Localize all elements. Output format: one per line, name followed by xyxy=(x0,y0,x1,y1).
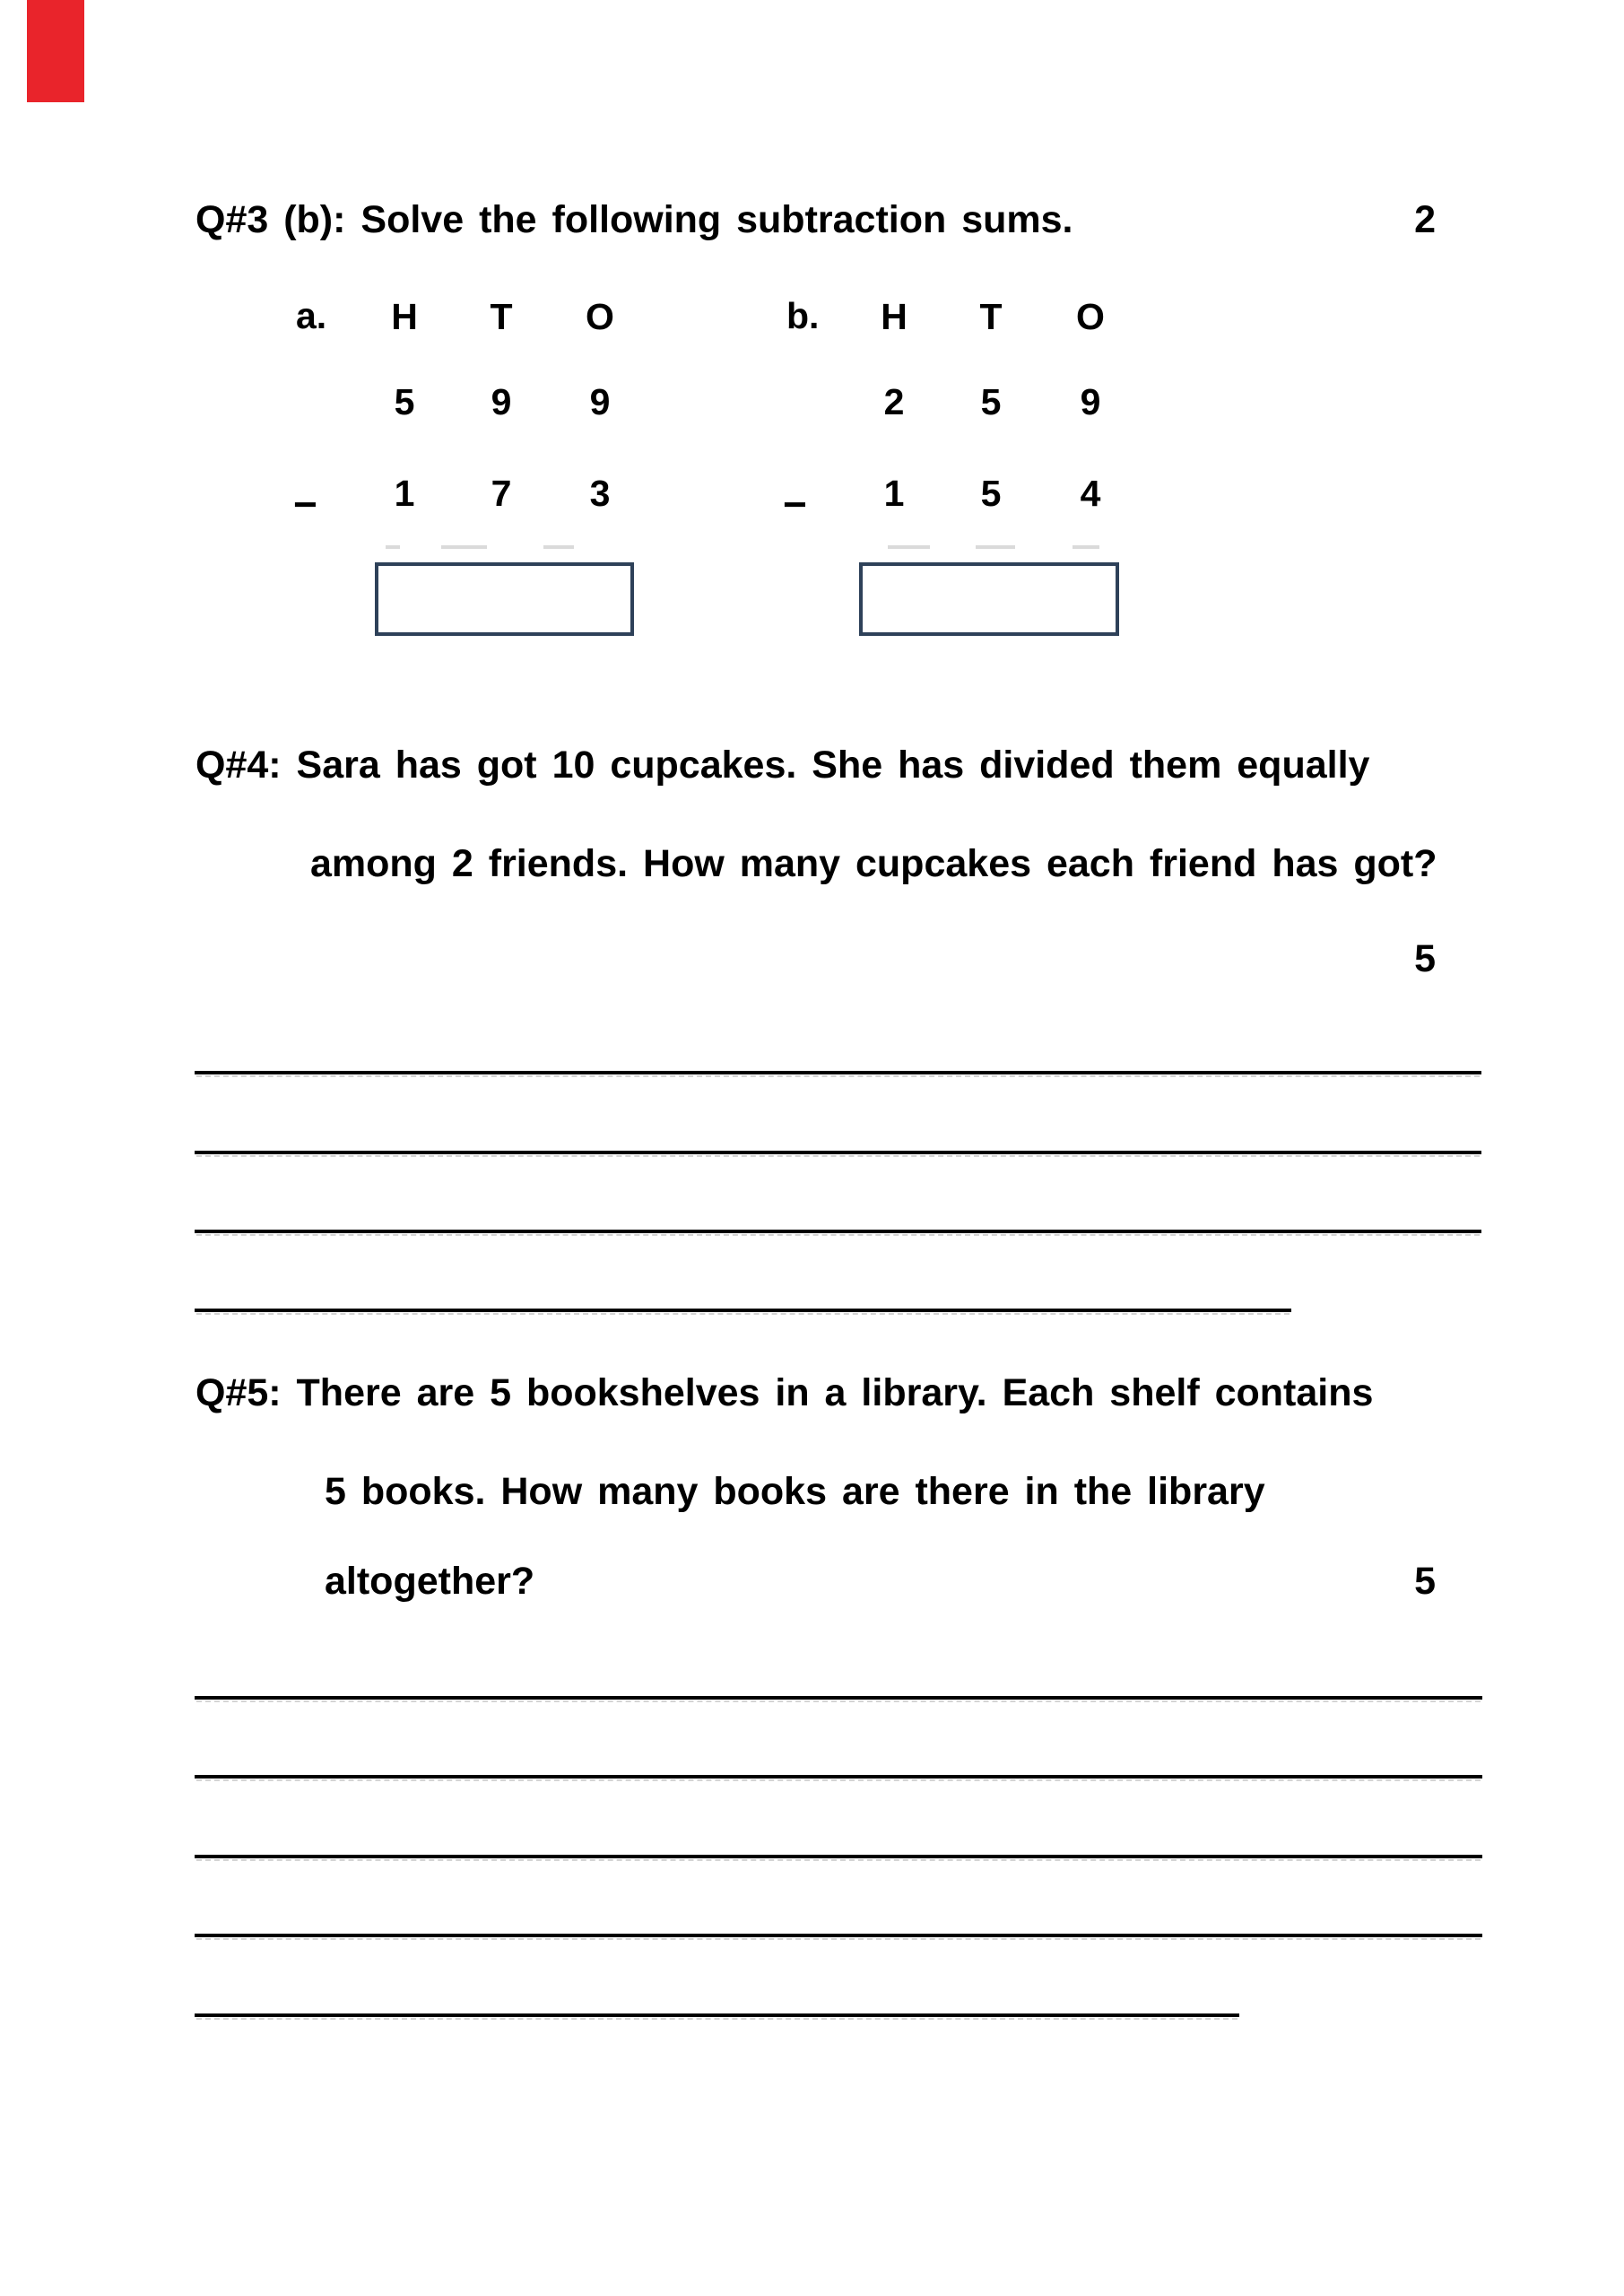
answer-box-b xyxy=(859,562,1119,636)
answer-line xyxy=(195,1934,1482,1937)
question-4-text-line-2: among 2 friends. How many cupcakes each friend has got? xyxy=(310,842,1437,885)
answer-line xyxy=(195,1855,1482,1858)
question-5-text-line-1: Q#5: There are 5 bookshelves in a library. Each shelf contains xyxy=(195,1371,1374,1414)
faint-gridline xyxy=(888,545,930,549)
answer-line xyxy=(195,2013,1239,2017)
answer-line xyxy=(195,1230,1481,1233)
question-3-heading: Q#3 (b): Solve the following subtraction sums. xyxy=(195,198,1073,241)
minuend-digit: 2 xyxy=(883,381,905,422)
question-5-text-line-3: altogether? xyxy=(325,1560,535,1603)
faint-gridline xyxy=(441,545,487,549)
faint-gridline xyxy=(543,545,574,549)
subtrahend-digit: 1 xyxy=(883,473,905,514)
question-3-marks: 2 xyxy=(1414,198,1436,241)
question-4-text-line-1: Q#4: Sara has got 10 cupcakes. She has divided them equally xyxy=(195,744,1370,787)
minus-sign: − xyxy=(783,481,807,527)
faint-gridline xyxy=(386,545,400,549)
subtrahend-digit: 5 xyxy=(980,473,1002,514)
place-header-hundreds: H xyxy=(391,296,418,337)
answer-line xyxy=(195,1071,1481,1074)
subtrahend-digit: 4 xyxy=(1080,473,1101,514)
place-header-ones: O xyxy=(586,296,614,337)
place-header-tens: T xyxy=(979,296,1003,337)
answer-line xyxy=(195,1775,1482,1779)
minuend-digit: 9 xyxy=(1080,381,1101,422)
minuend-digit: 9 xyxy=(491,381,512,422)
red-corner-marker xyxy=(27,0,84,102)
question-5-text-line-2: 5 books. How many books are there in the library xyxy=(325,1470,1265,1513)
answer-line xyxy=(195,1309,1291,1312)
minus-sign: − xyxy=(293,481,317,527)
subtrahend-digit: 1 xyxy=(394,473,415,514)
place-header-tens: T xyxy=(490,296,513,337)
problem-b-label: b. xyxy=(786,295,820,336)
place-header-ones: O xyxy=(1076,296,1105,337)
minuend-digit: 9 xyxy=(589,381,611,422)
minuend-digit: 5 xyxy=(394,381,415,422)
minuend-digit: 5 xyxy=(980,381,1002,422)
faint-gridline xyxy=(1073,545,1099,549)
place-header-hundreds: H xyxy=(881,296,908,337)
question-5-marks: 5 xyxy=(1414,1560,1436,1603)
subtrahend-digit: 3 xyxy=(589,473,611,514)
faint-gridline xyxy=(976,545,1015,549)
answer-box-a xyxy=(375,562,634,636)
subtrahend-digit: 7 xyxy=(491,473,512,514)
problem-a-label: a. xyxy=(296,295,327,336)
question-4-marks: 5 xyxy=(1414,937,1436,980)
answer-line xyxy=(195,1696,1482,1700)
answer-line xyxy=(195,1151,1481,1154)
